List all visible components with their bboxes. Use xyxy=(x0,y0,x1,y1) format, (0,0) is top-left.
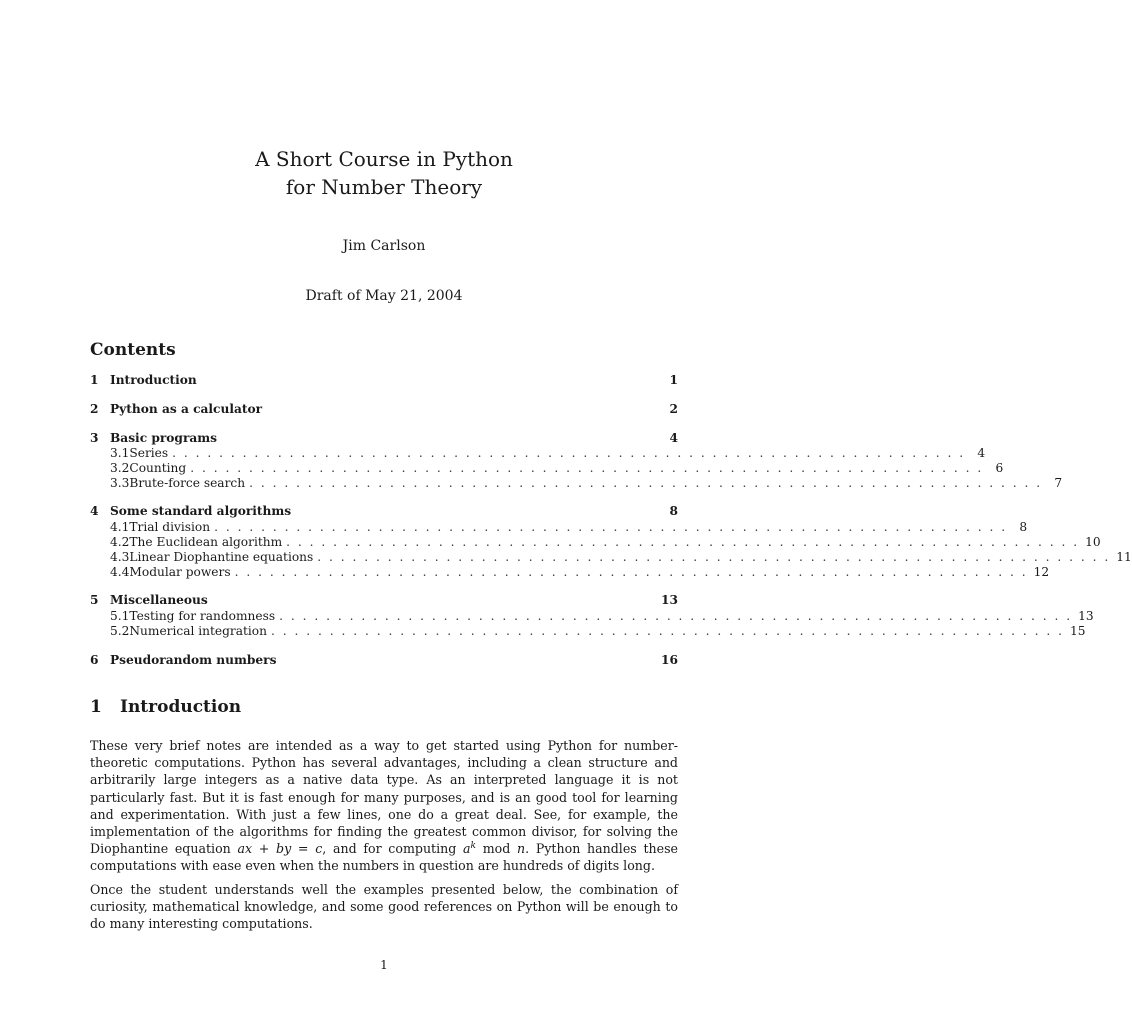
toc-leader-dots: . . . . . . . . . . . . . . . . . . . . . . . . . . . . . . . . . . . . . . . . . . . . . . . . . . . . . . . . . . . . . . . . . . . . xyxy=(279,609,1073,623)
toc-subentry-title: Modular powers xyxy=(129,565,231,579)
toc-subentry-page: 7 xyxy=(1054,476,1063,490)
toc-entry-number: 3 xyxy=(90,431,99,445)
toc-subentry-page: 12 xyxy=(1033,565,1050,579)
toc-subentry-number: 5.2 xyxy=(110,624,130,638)
toc-entry-number: 6 xyxy=(90,653,99,667)
toc-entry-page: 2 xyxy=(669,402,678,416)
toc-entry-title: Some standard algorithms xyxy=(110,504,292,518)
mod-variable: n xyxy=(517,841,526,857)
diophantine-equation: ax + by = c xyxy=(237,841,323,857)
introduction-paragraph-1 xyxy=(90,737,678,875)
toc-entry-pseudorandom-numbers[interactable] xyxy=(90,652,678,668)
toc-subentry-page: 11 xyxy=(1116,550,1132,564)
toc-entry-page: 13 xyxy=(661,593,678,607)
toc-subentry-title: Brute-force search xyxy=(129,476,246,490)
toc-subentry-page: 8 xyxy=(1019,520,1028,534)
toc-subentry-number: 4.2 xyxy=(110,535,130,549)
toc-leader-dots: . . . . . . . . . . . . . . . . . . . . . . . . . . . . . . . . . . . . . . . . . . . . . . . . . . . . . . . . . . . . . . . . . . . . xyxy=(214,520,1008,534)
toc-entry-title: Introduction xyxy=(110,373,197,387)
document-author: Jim Carlson xyxy=(342,238,426,254)
paragraph-text: . Python handles these computations with ease even when the numbers in question are hundreds of digits long. xyxy=(90,841,678,874)
toc-subentry-title: Linear Diophantine equations xyxy=(129,550,314,564)
toc-subentry-title: Trial division xyxy=(129,520,211,534)
toc-subentry-linear-diophantine-equations[interactable] xyxy=(90,549,1132,565)
toc-subentry-number: 3.2 xyxy=(110,461,130,475)
toc-subentry-page: 13 xyxy=(1078,609,1094,623)
toc-subentry-page: 6 xyxy=(995,461,1004,475)
toc-leader-dots: . . . . . . . . . . . . . . . . . . . . . . . . . . . . . . . . . . . . . . . . . . . . . . . . . . . . . . . . . . . . . . . . . . . . xyxy=(234,565,1028,579)
toc-entry-number: 4 xyxy=(90,504,99,518)
toc-subentry-trial-division[interactable] xyxy=(90,519,1028,535)
toc-entry-title: Pseudorandom numbers xyxy=(110,653,277,667)
toc-leader-dots: . . . . . . . . . . . . . . . . . . . . . . . . . . . . . . . . . . . . . . . . . . . . . . . . . . . . . . . . . . . . . . . . . . . . xyxy=(249,476,1043,490)
toc-subentry-title: Testing for randomness xyxy=(129,609,276,623)
section-title: Introduction xyxy=(120,697,242,717)
toc-leader-dots: . . . . . . . . . . . . . . . . . . . . . . . . . . . . . . . . . . . . . . . . . . . . . . . . . . . . . . . . . . . . . . . . . . . . xyxy=(317,550,1111,564)
toc-subentry-page: 10 xyxy=(1085,535,1101,549)
toc-entry-title: Miscellaneous xyxy=(110,593,208,607)
toc-subentry-number: 3.1 xyxy=(110,446,130,460)
paragraph-text: , and for computing xyxy=(322,841,464,857)
toc-subentry-title: Numerical integration xyxy=(129,624,267,638)
toc-subentry-number: 5.1 xyxy=(110,609,130,623)
document-title-line2: for Number Theory xyxy=(285,175,483,199)
toc-subentry-testing-for-randomness[interactable] xyxy=(90,608,1094,624)
page-number: 1 xyxy=(380,958,388,972)
toc-subentry-counting[interactable] xyxy=(90,460,1004,476)
toc-subentry-number: 3.3 xyxy=(110,476,130,490)
toc-subentry-number: 4.1 xyxy=(110,520,130,534)
toc-entry-miscellaneous[interactable] xyxy=(90,592,678,608)
power-base: a xyxy=(463,841,471,857)
toc-subentry-title: Counting xyxy=(129,461,187,475)
toc-subentry-brute-force-search[interactable] xyxy=(90,475,1063,491)
toc-entry-basic-programs[interactable] xyxy=(90,430,678,446)
document-date: Draft of May 21, 2004 xyxy=(305,288,463,304)
section-number: 1 xyxy=(90,697,102,717)
toc-entry-page: 4 xyxy=(669,431,678,445)
mod-operator: mod xyxy=(476,841,518,857)
toc-entry-some-standard-algorithms[interactable] xyxy=(90,503,678,519)
toc-entry-introduction[interactable] xyxy=(90,372,678,388)
toc-entry-title: Python as a calculator xyxy=(110,402,263,416)
toc-subentry-title: The Euclidean algorithm xyxy=(129,535,283,549)
toc-entry-title: Basic programs xyxy=(110,431,218,445)
contents-heading: Contents xyxy=(90,340,176,360)
introduction-paragraph-2: Once the student understands well the examples presented below, the combination of curiosity, mathematical knowledge, and some good references on Python will be enough to do many interesting computations. xyxy=(90,882,678,932)
section-heading-introduction xyxy=(90,697,241,717)
toc-subentry-euclidean-algorithm[interactable] xyxy=(90,534,1101,550)
toc-subentry-number: 4.4 xyxy=(110,565,130,579)
toc-subentry-numerical-integration[interactable] xyxy=(90,623,1086,639)
toc-subentry-title: Series xyxy=(129,446,169,460)
toc-leader-dots: . . . . . . . . . . . . . . . . . . . . . . . . . . . . . . . . . . . . . . . . . . . . . . . . . . . . . . . . . . . . . . . . . . . . xyxy=(190,461,984,475)
paragraph-text: These very brief notes are intended as a way to get started using Python for number-theoretic computations. Python has several advantages, including a clean structure and arbitrarily large integers as a native data type. As an interpreted language it is not particularly fast. But it is fast enough for many purposes, and is an good tool for learning and experimentation. With just a few lines, one do a great deal. See, for example, the implementation of the algorithms for finding the greatest common divisor, for solving the Diophantine equation xyxy=(90,738,678,857)
toc-subentry-modular-powers[interactable] xyxy=(90,564,1050,580)
toc-subentry-series[interactable] xyxy=(90,445,986,461)
toc-subentry-page: 4 xyxy=(977,446,986,460)
toc-leader-dots: . . . . . . . . . . . . . . . . . . . . . . . . . . . . . . . . . . . . . . . . . . . . . . . . . . . . . . . . . . . . . . . . . . . . xyxy=(271,624,1064,638)
toc-entry-page: 16 xyxy=(661,653,678,667)
toc-entry-page: 8 xyxy=(669,504,678,518)
power-exponent: k xyxy=(470,841,477,852)
document-title-line1: A Short Course in Python xyxy=(255,147,513,171)
toc-entry-number: 5 xyxy=(90,593,99,607)
toc-subentry-page: 15 xyxy=(1070,624,1086,638)
toc-entry-python-as-a-calculator[interactable] xyxy=(90,401,678,417)
toc-leader-dots: . . . . . . . . . . . . . . . . . . . . . . . . . . . . . . . . . . . . . . . . . . . . . . . . . . . . . . . . . . . . . . . . . . . . xyxy=(172,446,966,460)
toc-entry-number: 1 xyxy=(90,373,99,387)
toc-leader-dots: . . . . . . . . . . . . . . . . . . . . . . . . . . . . . . . . . . . . . . . . . . . . . . . . . . . . . . . . . . . . . . . . . . . . xyxy=(286,535,1080,549)
toc-entry-number: 2 xyxy=(90,402,99,416)
toc-entry-page: 1 xyxy=(669,373,678,387)
toc-subentry-number: 4.3 xyxy=(110,550,130,564)
